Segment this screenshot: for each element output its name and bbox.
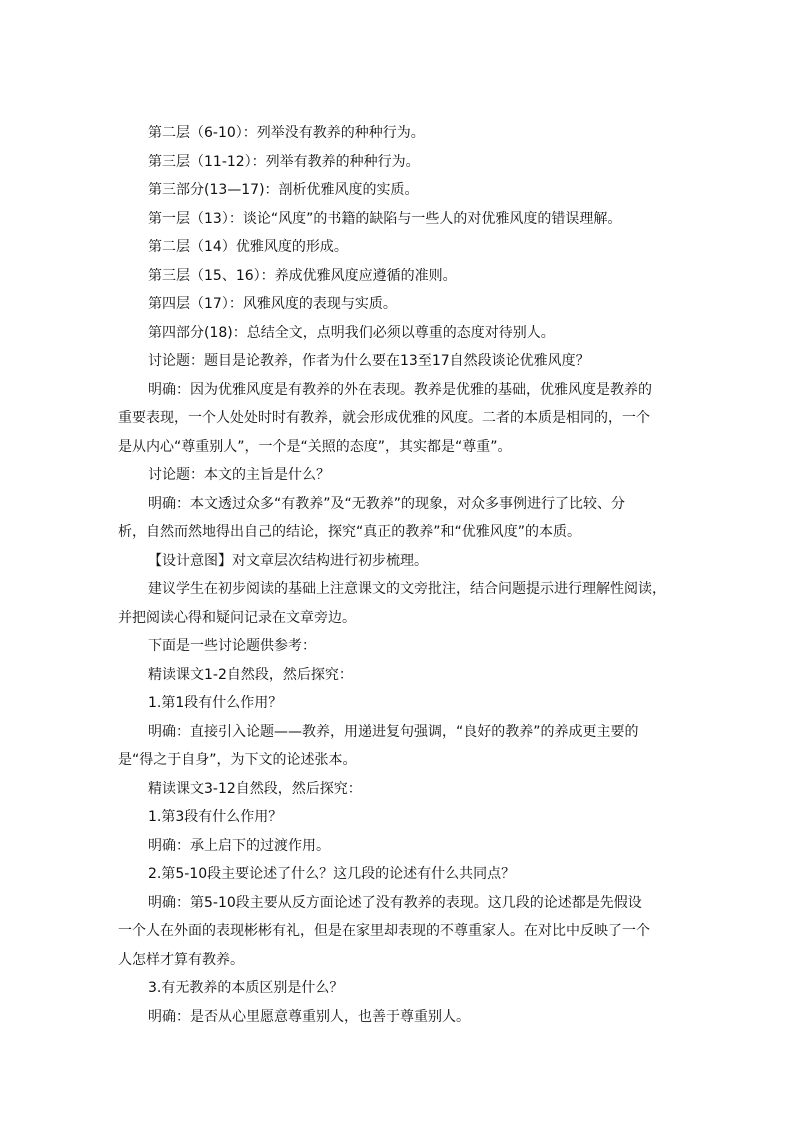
text-line: 明确：是否从心里愿意尊重别人，也善于尊重别人。: [148, 1008, 470, 1025]
text-line: 明确：第5-10段主要从反方面论述了没有教养的表现。这几段的论述都是先假设: [148, 894, 642, 911]
text-line: 第四部分(18)：总结全文，点明我们必须以尊重的态度对待别人。: [148, 324, 555, 341]
text-line: 是从内心“尊重别人”，一个是“关照的态度”，其实都是“尊重”。: [118, 438, 512, 455]
text-line: 讨论题：题目是论教养，作者为什么要在13至17自然段谈论优雅风度？: [148, 353, 590, 369]
text-line: 第三部分(13—17)：剖析优雅风度的实质。: [148, 182, 419, 198]
text-line: 重要表现，一个人处处时时有教养，就会形成优雅的风度。二者的本质是相同的，一个: [118, 410, 650, 426]
text-line: 建议学生在初步阅读的基础上注意课文的文旁批注，结合问题提示进行理解性阅读，: [148, 581, 666, 597]
text-line: 第三层（11-12）：列举有教养的种种行为。: [148, 153, 420, 170]
text-line: 精读课文1-2自然段，然后探究：: [148, 666, 353, 683]
text-line: 是“得之于自身”，为下文的论述张本。: [118, 752, 357, 768]
text-line: 明确：直接引入论题——教养，用递进复句强调，“良好的教养”的养成更主要的: [148, 723, 639, 740]
text-line: 一个人在外面的表现彬彬有礼，但是在家里却表现的不尊重家人。在对比中反映了一个: [118, 923, 650, 939]
text-line: 讨论题：本文的主旨是什么？: [148, 467, 330, 483]
text-line: 第二层（6-10）：列举没有教养的种种行为。: [148, 125, 425, 141]
text-line: 3.有无教养的本质区别是什么？: [148, 980, 344, 996]
text-line: 并把阅读心得和疑问记录在文章旁边。: [118, 609, 356, 626]
text-line: 明确：本文透过众多“有教养”及“无教养”的现象，对众多事例进行了比较、分: [148, 495, 626, 512]
text-line: 析，自然而然地得出自己的结论，探究“真正的教养”和“优雅风度”的本质。: [118, 524, 582, 540]
text-line: 人怎样才算有教养。: [118, 951, 244, 968]
text-line: 1.第3段有什么作用？: [148, 809, 283, 825]
text-line: 1.第1段有什么作用？: [148, 695, 283, 711]
text-line: 第二层（14）优雅风度的形成。: [148, 239, 348, 255]
text-line: 第四层（17）：风雅风度的表现与实质。: [148, 296, 397, 312]
document-body: [118, 119, 678, 1031]
text-line: 2.第5-10段主要论述了什么？这几段的论述有什么共同点？: [148, 866, 516, 882]
text-line: 明确：因为优雅风度是有教养的外在表现。教养是优雅的基础，优雅风度是教养的: [148, 381, 652, 398]
text-line: 第一层（13）：谈论“风度”的书籍的缺陷与一些人的对优雅风度的错误理解。: [148, 210, 622, 227]
text-line: 下面是一些讨论题供参考：: [148, 638, 316, 654]
text-line: 【设计意图】对文章层次结构进行初步梳理。: [148, 552, 428, 569]
text-line: 明确：承上启下的过渡作用。: [148, 837, 330, 854]
text-line: 精读课文3-12自然段，然后探究：: [148, 780, 362, 797]
text-line: 第三层（15、16）：养成优雅风度应遵循的准则。: [148, 267, 457, 284]
